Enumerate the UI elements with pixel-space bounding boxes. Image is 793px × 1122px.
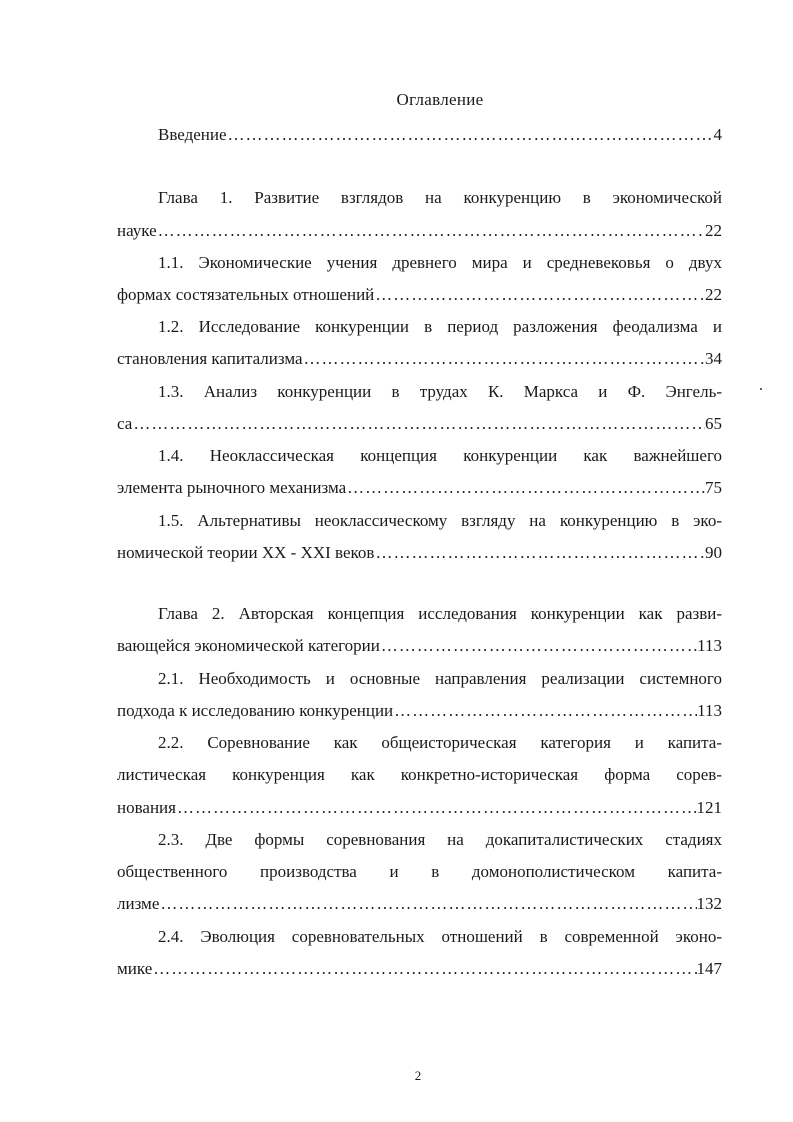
toc-page-number: 22 <box>705 221 722 240</box>
toc-section-1-4-line-2[interactable] <box>117 477 722 499</box>
toc-section-1-1-line-1[interactable]: 1.1. Экономические учения древнего мира и средневековья о двух <box>158 253 722 272</box>
toc-title: Оглавление <box>396 90 484 109</box>
toc-entry-text: формах состязательных отношений <box>117 285 375 304</box>
toc-section-1-3-line-1[interactable]: 1.3. Анализ конкуренции в трудах К. Маркса и Ф. Энгель- <box>158 382 722 401</box>
toc-section-2-2-line-3[interactable] <box>117 797 722 819</box>
toc-section-2-2-line-2[interactable]: листическая конкуренция как конкретно-историческая форма сорев- <box>117 765 722 784</box>
toc-section-2-1-line-1[interactable]: 2.1. Необходимость и основные направления реализации системного <box>158 669 722 688</box>
toc-entry-text: нования <box>117 798 176 817</box>
toc-entry-text: лизме <box>117 894 160 913</box>
toc-entry-intro[interactable] <box>158 124 722 146</box>
dot-leader <box>374 542 705 564</box>
toc-section-1-4-line-1[interactable]: 1.4. Неоклассическая концепция конкуренции как важнейшего <box>158 446 722 465</box>
toc-entry-text: элемента рыночного механизма <box>117 478 347 497</box>
scan-speck <box>760 388 762 390</box>
page-number: 2 <box>414 1068 422 1083</box>
dot-leader <box>176 797 697 819</box>
toc-chapter-1-line-2[interactable] <box>117 220 722 242</box>
toc-section-1-1-line-2[interactable] <box>117 284 722 306</box>
toc-entry-text: мике <box>117 959 153 978</box>
toc-page-number: 65 <box>705 414 722 433</box>
dot-leader <box>374 284 705 306</box>
toc-page-number: 90 <box>705 543 722 562</box>
toc-section-1-5-line-1[interactable]: 1.5. Альтернативы неоклассическому взгляду на конкуренцию в эко- <box>158 511 722 530</box>
toc-page-number: 113 <box>697 701 722 720</box>
toc-section-1-5-line-2[interactable] <box>117 542 722 564</box>
toc-page-number: 147 <box>696 959 722 978</box>
toc-section-2-3-line-1[interactable]: 2.3. Две формы соревнования на докапиталистических стадиях <box>158 830 722 849</box>
toc-entry-text: становления капитализма <box>117 349 303 368</box>
dot-leader <box>380 635 697 657</box>
toc-page-number: 34 <box>705 349 722 368</box>
dot-leader <box>303 348 705 370</box>
toc-entry-text: Введение <box>158 125 227 144</box>
toc-entry-text: науке <box>117 221 157 240</box>
toc-section-2-3-line-2[interactable]: общественного производства и в домонополистическом капита- <box>117 862 722 881</box>
dot-leader <box>132 413 705 435</box>
toc-section-1-2-line-1[interactable]: 1.2. Исследование конкуренции в период разложения феодализма и <box>158 317 722 336</box>
toc-chapter-2-line-2[interactable] <box>117 635 722 657</box>
dot-leader <box>393 700 697 722</box>
toc-section-2-4-line-2[interactable] <box>117 958 722 980</box>
toc-page-number: 75 <box>705 478 722 497</box>
toc-section-2-4-line-1[interactable]: 2.4. Эволюция соревновательных отношений в современной эконо- <box>158 927 722 946</box>
toc-entry-text: подхода к исследованию конкуренции <box>117 701 394 720</box>
toc-section-1-2-line-2[interactable] <box>117 348 722 370</box>
toc-section-1-3-line-2[interactable] <box>117 413 722 435</box>
toc-chapter-2-line-1[interactable]: Глава 2. Авторская концепция исследования конкуренции как разви- <box>158 604 722 623</box>
toc-section-2-3-line-3[interactable] <box>117 893 722 915</box>
dot-leader <box>159 893 696 915</box>
dot-leader <box>227 124 714 146</box>
toc-section-2-1-line-2[interactable] <box>117 700 722 722</box>
toc-chapter-1-line-1[interactable]: Глава 1. Развитие взглядов на конкуренцию в экономической <box>158 188 722 207</box>
toc-page-number: 132 <box>696 894 722 913</box>
toc-page-number: 113 <box>697 636 722 655</box>
toc-entry-text: вающейся экономической категории <box>117 636 380 655</box>
toc-page-number: 22 <box>705 285 722 304</box>
toc-entry-text: номической теории XX - XXI веков <box>117 543 375 562</box>
dot-leader <box>346 477 705 499</box>
toc-page-number: 4 <box>713 125 722 144</box>
dot-leader <box>152 958 696 980</box>
toc-page-number: 121 <box>696 798 722 817</box>
toc-section-2-2-line-1[interactable]: 2.2. Соревнование как общеисторическая категория и капита- <box>158 733 722 752</box>
toc-entry-text: са <box>117 414 133 433</box>
dot-leader <box>157 220 705 242</box>
